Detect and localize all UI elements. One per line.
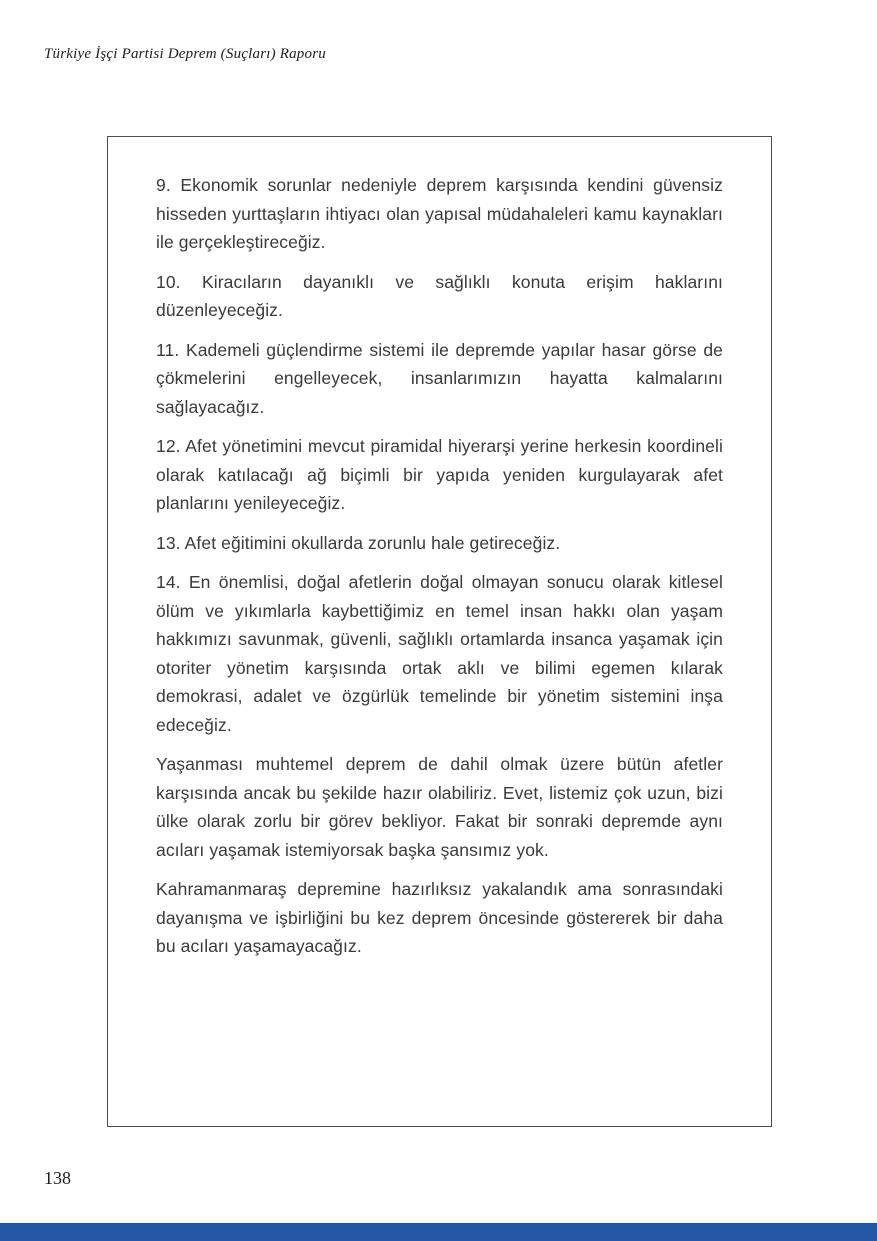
page-number: 138	[44, 1168, 71, 1188]
running-header: Türkiye İşçi Partisi Deprem (Suçları) Raporu	[44, 46, 326, 62]
paragraph-item-13: 13. Afet eğitimini okullarda zorunlu hale getireceğiz.	[156, 532, 561, 553]
paragraph-item-10: 10. Kiracıların dayanıklı ve sağlıklı konuta erişim haklarını düzenleyeceğiz.	[156, 271, 723, 320]
paragraph-closing-1: Yaşanması muhtemel deprem de dahil olmak üzere bütün afetler karşısında ancak bu şekilde hazır olabiliriz. Evet, listemiz çok uzun, bizi ülke olarak zorlu bir görev bekliyor. Fakat bir sonraki depremde aynı acıları yaşamak istemiyorsak başka şansımız yok.	[156, 754, 723, 860]
paragraph-item-9: 9. Ekonomik sorunlar nedeniyle deprem karşısında kendini güvensiz hisseden yurttaşların ihtiyacı olan yapısal müdahaleleri kamu kaynakları ile gerçekleştireceğiz.	[156, 175, 723, 252]
footer-accent-bar	[0, 1223, 877, 1241]
page-content-frame	[107, 136, 772, 1127]
paragraph-item-12: 12. Afet yönetimini mevcut piramidal hiyerarşi yerine herkesin koordineli olarak katılacağı ağ biçimli bir yapıda yeniden kurgulayarak afet planlarını yenileyeceğiz.	[156, 436, 723, 513]
paragraph-item-14: 14. En önemlisi, doğal afetlerin doğal olmayan sonucu olarak kitlesel ölüm ve yıkımlarla kaybettiğimiz en temel insan hakkı olan yaşam hakkımızı savunmak, güvenli, sağlıklı ortamlarda insanca yaşamak için otoriter yönetim karşısında ortak aklı ve bilimi egemen kılarak demokrasi, adalet ve özgürlük temelinde bir yönetim sistemini inşa edeceğiz.	[156, 572, 723, 735]
paragraph-closing-2: Kahramanmaraş depremine hazırlıksız yakalandık ama sonrasındaki dayanışma ve işbirliğini bu kez deprem öncesinde göstererek bir daha bu acıları yaşamayacağız.	[156, 879, 723, 956]
paragraph-item-11: 11. Kademeli güçlendirme sistemi ile depremde yapılar hasar görse de çökmelerini engelleyecek, insanlarımızın hayatta kalmalarını sağlayacağız.	[156, 339, 723, 417]
body-text-block	[108, 137, 771, 961]
